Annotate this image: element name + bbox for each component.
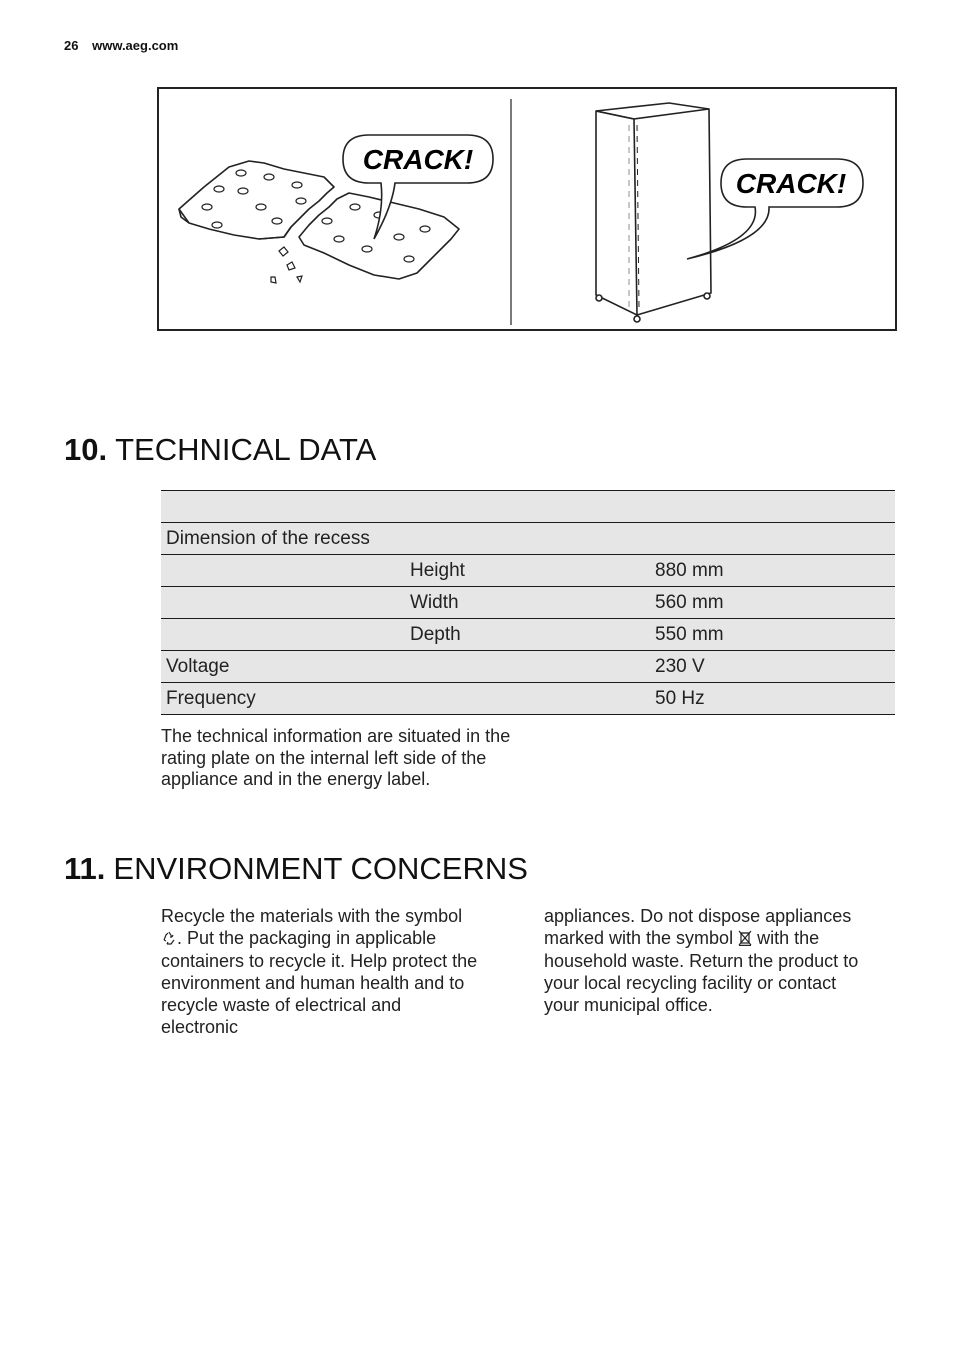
table-cell: 560 mm [650,587,895,619]
table-cell [650,491,895,523]
table-row [161,555,895,587]
table-cell [161,555,405,587]
table-cell [405,491,650,523]
table-cell: 550 mm [650,619,895,651]
section-10-title [64,432,376,468]
table-cell [405,651,650,683]
environment-text-column-2 [544,906,874,1017]
recycle-text-end: . Put the packaging in applicable containers to recycle it. Help protect the environment and human health and to recycle waste of electrical and electronic [161,927,478,1037]
table-cell: Depth [405,619,650,651]
section-11-number: 11. [64,851,106,886]
table-cell: 880 mm [650,555,895,587]
table-cell [161,587,405,619]
left-crack-text: CRACK! [362,144,474,175]
table-row [161,619,895,651]
technical-note: The technical information are situated in the rating plate on the internal left side of the appliance and in the energy label. [161,726,511,790]
table-cell: Voltage [161,651,405,683]
table-row [161,491,895,523]
appliance-cabinet [596,103,711,322]
illustration-drawing [159,89,895,329]
section-11-heading: ENVIRONMENT CONCERNS [113,851,528,886]
right-crack-text: CRACK! [735,168,847,199]
technical-data-table [161,490,895,715]
table-cell [650,523,895,555]
ice-tray-right-half [299,193,459,279]
table-cell [161,619,405,651]
environment-text-column-1 [161,906,481,1038]
section-10-heading: TECHNICAL DATA [115,432,377,467]
table-row [161,587,895,619]
section-10-number: 10. [64,432,108,467]
table-cell: 230 V [650,651,895,683]
right-crack-bubble [687,159,863,259]
table-cell: Dimension of the recess [161,523,405,555]
recycle-text-start: Recycle the materials with the symbol [161,906,463,926]
ice-fragments [271,247,302,283]
section-11-title [64,851,528,887]
website-url: www.aeg.com [92,38,179,53]
table-cell: 50 Hz [650,683,895,715]
table-cell: Width [405,587,650,619]
weee-text-end: with the household waste. Return the product to your local recycling facility or contact your municipal office. [544,927,859,1015]
table-cell [405,683,650,715]
table-cell: Frequency [161,683,405,715]
table-row [161,523,895,555]
table-cell [161,491,405,523]
table-row [161,683,895,715]
ice-crack-illustration [157,87,897,331]
page-number: 26 [64,38,79,53]
table-cell: Height [405,555,650,587]
page-header [64,38,178,53]
recycle-icon [161,930,177,952]
table-row [161,651,895,683]
weee-text-start: appliances. Do not dispose appliances marked with the symbol [544,906,852,948]
table-cell [405,523,650,555]
crossed-bin-icon [738,930,752,952]
